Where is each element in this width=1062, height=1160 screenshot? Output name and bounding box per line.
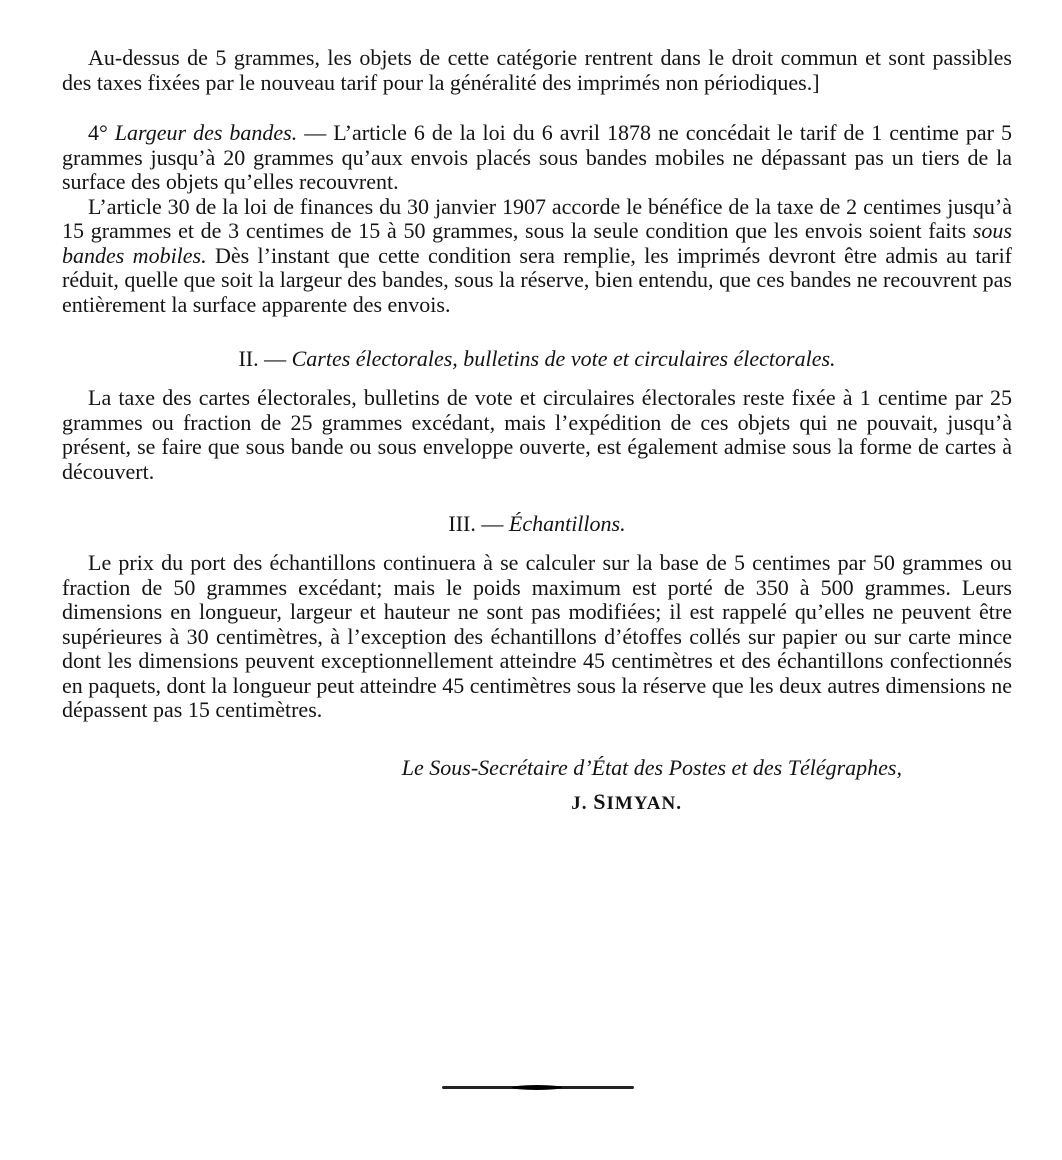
end-ornament-rule [442,1086,634,1089]
item-number: 4° [88,120,115,145]
section-heading-electoral: II. — Cartes électorales, bulletins de vote et circulaires électorales. [238,346,836,371]
emphasis-mobile-bands: sous bandes mobiles. [62,218,1012,268]
section-heading-samples: III. — Échantillons. [448,511,626,536]
paragraph-electoral: La taxe des cartes électorales, bulletins de vote et circulaires électorales reste fixée à 1 centime par 25 grammes ou fraction de 25 grammes excédant, mais l’expédition de ces objets qui ne pouvait, jusqu’à présent, se faire que sous bande ou sous enveloppe ouverte, est également admise sous la forme de cartes à découvert. [62,385,1012,484]
signature-name: J. SIMYAN. [571,788,682,814]
item-text: — L’article 6 de la loi du 6 avril 1878 ne concédait le tarif de 1 centime par 5 grammes jusqu’à 20 grammes qu’aux envois placés sous bandes mobiles ne dépassant pas un tiers de la surface des objets qu’elles recouvrent. [62,120,1012,194]
paragraph-samples: Le prix du port des échantillons continuera à se calculer sur la base de 5 centimes par 50 grammes ou fraction de 50 grammes excédant; mais le poids maximum est porté de 350 à 500 grammes. Leurs dimensions en longueur, largeur et hauteur ne sont pas modifiées; il est rappelé qu’elles ne peuvent être supérieures à 30 centimètres, à l’exception des échantillons d’étoffes collés sur papier ou sur carte mince dont les dimensions peuvent exceptionnellement atteindre 45 centimètres et des échantillons confectionnés en paquets, dont la longueur peut atteindre 45 centimètres sous la réserve que les deux autres dimensions ne dépassent pas 15 centimètres. [62,550,1012,722]
signature-title: Le Sous-Secrétaire d’État des Postes et des Télégraphes, [401,754,902,780]
paragraph-printed-matter: Au-dessus de 5 grammes, les objets de cette catégorie rentrent dans le droit commun et sont passibles des taxes fixées par le nouveau tarif pour la généralité des imprimés non périodiques.] [62,45,1012,95]
paragraph-law-1907: L’article 30 de la loi de finances du 30 janvier 1907 accorde le bénéfice de la taxe de 2 centimes jusqu’à 15 grammes et de 3 centimes de 15 à 50 grammes, sous la seule condition que les envois soient faits sous bandes mobiles. Dès l’instant que cette condition sera remplie, les imprimés devront être admis au tarif réduit, quelle que soit la largeur des bandes, sous la réserve, bien entendu, que ces bandes ne recouvrent pas entièrement la surface apparente des envois. [62,193,1013,317]
paragraph-band-width [62,121,1012,195]
item-title: Largeur des bandes. [114,120,298,145]
